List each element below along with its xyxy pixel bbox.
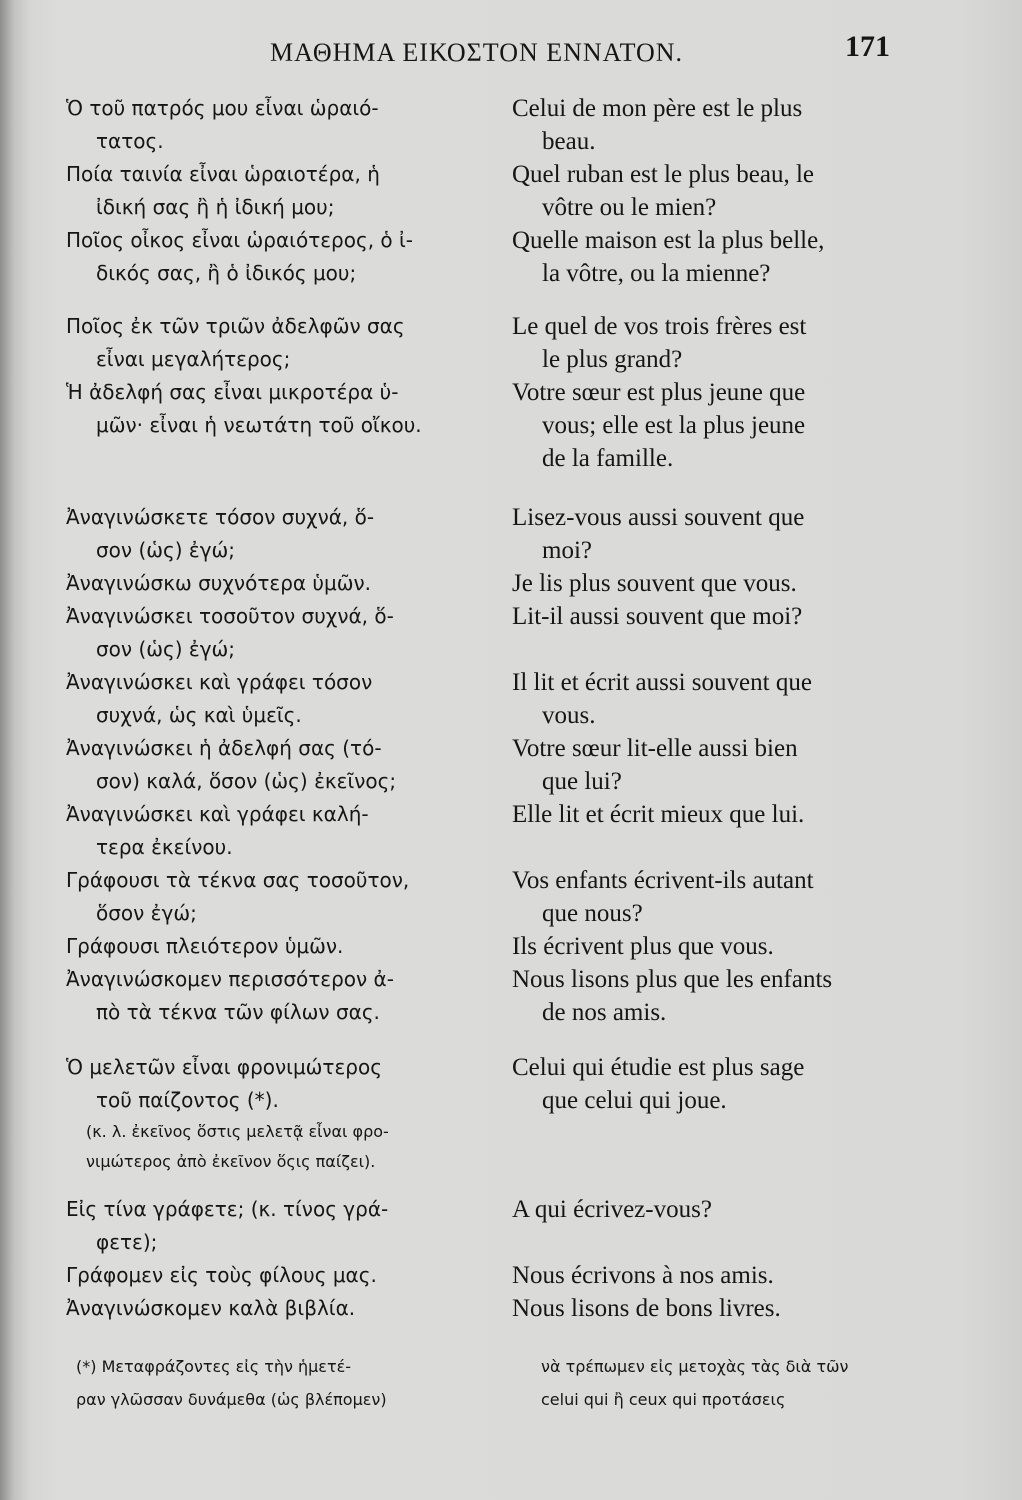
entry-row (0, 1259, 1022, 1292)
greek-line: Ἀναγινώσκει καὶ γράφει τόσον (66, 670, 373, 694)
french-text (512, 963, 1002, 1029)
french-line: que nous? (542, 900, 643, 927)
greek-text (66, 1051, 506, 1177)
french-line: Votre sœur est plus jeune que (512, 379, 806, 406)
footnote-continuation (541, 1350, 976, 1416)
entry-row (0, 1051, 1022, 1177)
footnote-line: celui qui ἢ ceux qui προτάσεις (541, 1390, 786, 1409)
french-line: Votre sœur lit-elle aussi bien (512, 735, 798, 762)
french-line: Nous lisons de bons livres. (512, 1295, 781, 1322)
french-line: que lui? (542, 768, 622, 795)
greek-line: σον (ὡς) ἐγώ; (96, 538, 236, 562)
footnote-line: ραν γλῶσσαν δυνάμεθα (ὡς βλέπομεν) (76, 1390, 387, 1409)
greek-text (66, 224, 506, 290)
french-text (512, 930, 1002, 963)
entry-row (0, 1292, 1022, 1325)
greek-line: σον) καλά, ὅσον (ὡς) ἐκεῖνος; (96, 769, 397, 793)
french-line: Il lit et écrit aussi souvent que (512, 669, 812, 696)
french-line: de nos amis. (542, 999, 667, 1026)
footnote (76, 1350, 976, 1416)
entry-row (0, 600, 1022, 666)
entry-row (0, 864, 1022, 930)
french-line: vôtre ou le mien? (542, 194, 717, 221)
footnote-line: (*) Μεταφράζοντες εἰς τὴν ἡμετέ- (76, 1357, 352, 1376)
entry-row (0, 798, 1022, 864)
greek-text (66, 666, 506, 732)
footnote-greek (76, 1350, 511, 1416)
french-text (512, 732, 1002, 798)
greek-note-line: (κ. λ. ἐκεῖνος ὅστις μελετᾷ εἶναι φρο- (86, 1122, 389, 1141)
french-text (512, 501, 1002, 567)
greek-text (66, 92, 506, 158)
greek-line: μῶν· εἶναι ἡ νεωτάτη τοῦ οἴκου. (96, 413, 422, 437)
french-text (512, 798, 1002, 831)
french-text (512, 1051, 1002, 1117)
french-text (512, 376, 1002, 475)
french-line: de la famille. (542, 445, 674, 472)
greek-line: Ὁ τοῦ πατρός μου εἶναι ὡραιό- (66, 96, 379, 120)
greek-text (66, 864, 506, 930)
greek-line: Ἀναγινώσκομεν καλὰ βιβλία. (66, 1296, 356, 1320)
french-text (512, 158, 1002, 224)
greek-line: Ἡ ἀδελφή σας εἶναι μικροτέρα ὑ- (66, 380, 399, 404)
entry-row (0, 92, 1022, 158)
page-number: 171 (845, 30, 890, 63)
greek-line: τοῦ παίζοντος (*). (96, 1088, 279, 1112)
greek-line: Ὁ μελετῶν εἶναι φρονιμώτερος (66, 1055, 382, 1079)
greek-line: Γράφομεν εἰς τοὺς φίλους μας. (66, 1263, 377, 1287)
greek-text (66, 1259, 506, 1292)
entry-row (0, 666, 1022, 732)
french-line: Vos enfants écrivent-ils autant (512, 867, 814, 894)
greek-text (66, 732, 506, 798)
french-text (512, 567, 1002, 600)
lesson-entries (0, 92, 1022, 1325)
greek-line: τερα ἐκείνου. (96, 835, 233, 859)
greek-line: πὸ τὰ τέκνα τῶν φίλων σας. (96, 1000, 380, 1024)
french-line: que celui qui joue. (542, 1087, 727, 1114)
greek-line: δικός σας, ἢ ὁ ἰδικός μου; (96, 261, 357, 285)
french-line: Le quel de vos trois frères est (512, 313, 807, 340)
french-line: Lit-il aussi souvent que moi? (512, 603, 803, 630)
french-text (512, 1259, 1002, 1292)
greek-line: Ποία ταινία εἶναι ὡραιοτέρα, ἡ (66, 162, 380, 186)
greek-text (66, 376, 506, 442)
greek-text (66, 310, 506, 376)
greek-line: Ἀναγινώσκει ἡ ἀδελφή σας (τό- (66, 736, 382, 760)
greek-line: Ἀναγινώσκει καὶ γράφει καλή- (66, 802, 369, 826)
french-text (512, 600, 1002, 633)
greek-line: Εἰς τίνα γράφετε; (κ. τίνος γρά- (66, 1197, 389, 1221)
greek-text (66, 963, 506, 1029)
french-line: Celui qui étudie est plus sage (512, 1054, 805, 1081)
greek-line: Ἀναγινώσκω συχνότερα ὑμῶν. (66, 571, 371, 595)
entry-row (0, 501, 1022, 567)
greek-line: σον (ὡς) ἐγώ; (96, 637, 236, 661)
french-line: Nous écrivons à nos amis. (512, 1262, 774, 1289)
french-line: Ils écrivent plus que vous. (512, 933, 774, 960)
entry-row (0, 376, 1022, 475)
greek-text (66, 1193, 506, 1259)
greek-line: Γράφουσι πλειότερον ὑμῶν. (66, 934, 344, 958)
greek-line: εἶναι μεγαλήτερος; (96, 347, 291, 371)
french-line: la vôtre, ou la mienne? (542, 260, 771, 287)
greek-text (66, 1292, 506, 1325)
greek-text (66, 930, 506, 963)
greek-line: Ποῖος ἐκ τῶν τριῶν ἀδελφῶν σας (66, 314, 405, 338)
greek-line: Ἀναγινώσκει τοσοῦτον συχνά, ὅ- (66, 604, 394, 628)
running-title: ΜΑΘΗΜΑ ΕΙΚΟΣΤΟΝ ΕΝΝΑΤΟΝ. (270, 38, 684, 67)
entry-row (0, 310, 1022, 376)
footnote-line: νὰ τρέπωμεν εἰς μετοχὰς τὰς διὰ τῶν (541, 1357, 849, 1376)
french-text (512, 310, 1002, 376)
greek-line: ἰδική σας ἢ ἡ ἰδική μου; (96, 195, 335, 219)
greek-line: Ποῖος οἶκος εἶναι ὡραιότερος, ὁ ἰ- (66, 228, 414, 252)
greek-text (66, 798, 506, 864)
entry-row (0, 1193, 1022, 1259)
french-line: Quel ruban est le plus beau, le (512, 161, 814, 188)
french-text (512, 864, 1002, 930)
french-text (512, 1193, 1002, 1226)
greek-line: Γράφουσι τὰ τέκνα σας τοσοῦτον, (66, 868, 410, 892)
french-line: le plus grand? (542, 346, 683, 373)
entry-row (0, 930, 1022, 963)
french-text (512, 92, 1002, 158)
french-line: Elle lit et écrit mieux que lui. (512, 801, 805, 828)
entry-row (0, 224, 1022, 290)
french-text (512, 1292, 1002, 1325)
greek-line: συχνά, ὡς καὶ ὑμεῖς. (96, 703, 302, 727)
entry-row (0, 732, 1022, 798)
greek-note-line: νιμώτερος ἀπὸ ἐκεῖνον ὅςις παίζει). (86, 1152, 376, 1171)
greek-line: Ἀναγινώσκομεν περισσότερον ἀ- (66, 967, 394, 991)
greek-text (66, 501, 506, 567)
french-line: Nous lisons plus que les enfants (512, 966, 833, 993)
greek-line: Ἀναγινώσκετε τόσον συχνά, ὅ- (66, 505, 375, 529)
french-line: Celui de mon père est le plus (512, 95, 803, 122)
french-line: Lisez-vous aussi souvent que (512, 504, 805, 531)
french-text (512, 224, 1002, 290)
greek-text (66, 158, 506, 224)
french-line: Quelle maison est la plus belle, (512, 227, 825, 254)
french-line: moi? (542, 537, 592, 564)
greek-line: ὅσον ἐγώ; (96, 901, 197, 925)
greek-text (66, 600, 506, 666)
entry-row (0, 567, 1022, 600)
french-line: vous; elle est la plus jeune (542, 412, 806, 439)
french-line: A qui écrivez-vous? (512, 1196, 712, 1223)
french-line: vous. (542, 702, 596, 729)
greek-line: τατος. (96, 129, 164, 153)
greek-line: φετε); (96, 1230, 158, 1254)
french-text (512, 666, 1002, 732)
entry-row (0, 158, 1022, 224)
entry-row (0, 963, 1022, 1029)
french-line: Je lis plus souvent que vous. (512, 570, 797, 597)
greek-text (66, 567, 506, 600)
french-line: beau. (542, 128, 596, 155)
